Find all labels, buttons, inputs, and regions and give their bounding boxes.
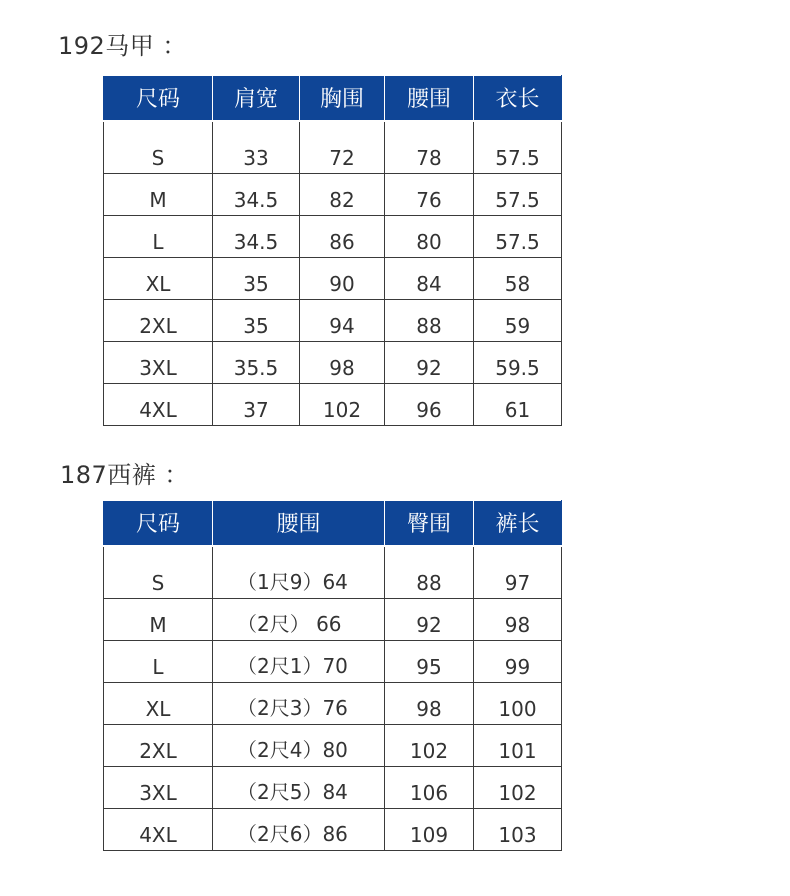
waist-cell: （2尺5）84 — [213, 767, 385, 809]
table-row — [104, 725, 562, 767]
table-header-row — [104, 76, 562, 121]
size-cell: XL — [104, 258, 213, 300]
hip-cell: 98 — [385, 683, 474, 725]
hip-cell: 88 — [385, 546, 474, 599]
hip-cell: 95 — [385, 641, 474, 683]
waist-cell: 88 — [385, 300, 474, 342]
size-cell: 4XL — [104, 809, 213, 851]
size-cell: XL — [104, 683, 213, 725]
length-cell: 103 — [474, 809, 562, 851]
length-cell: 100 — [474, 683, 562, 725]
waist-cell: （2尺） 66 — [213, 599, 385, 641]
table-row — [104, 300, 562, 342]
shoulder-cell: 34.5 — [213, 174, 300, 216]
trousers-size-table — [103, 500, 562, 851]
waist-cell: 84 — [385, 258, 474, 300]
table-row — [104, 342, 562, 384]
header-cell: 尺码 — [104, 76, 213, 121]
size-cell: 3XL — [104, 342, 213, 384]
waist-cell: （2尺1）70 — [213, 641, 385, 683]
waist-cell: （2尺3）76 — [213, 683, 385, 725]
waist-cell: 92 — [385, 342, 474, 384]
waist-cell: （2尺4）80 — [213, 725, 385, 767]
size-cell: 2XL — [104, 300, 213, 342]
waist-cell: （1尺9）64 — [213, 546, 385, 599]
size-cell: 4XL — [104, 384, 213, 426]
shoulder-cell: 34.5 — [213, 216, 300, 258]
size-cell: L — [104, 641, 213, 683]
hip-cell: 109 — [385, 809, 474, 851]
table-row — [104, 809, 562, 851]
trousers-section-title: 187西裤 ： — [60, 461, 189, 489]
length-cell: 57.5 — [474, 216, 562, 258]
length-cell: 101 — [474, 725, 562, 767]
size-cell: 2XL — [104, 725, 213, 767]
size-cell: S — [104, 546, 213, 599]
hip-cell: 92 — [385, 599, 474, 641]
waist-cell: （2尺6）86 — [213, 809, 385, 851]
header-cell: 腰围 — [213, 501, 385, 546]
hip-cell: 106 — [385, 767, 474, 809]
table-row — [104, 216, 562, 258]
waist-cell: 76 — [385, 174, 474, 216]
header-cell: 尺码 — [104, 501, 213, 546]
table-row — [104, 384, 562, 426]
chest-cell: 72 — [300, 121, 385, 174]
length-cell: 58 — [474, 258, 562, 300]
length-cell: 59 — [474, 300, 562, 342]
table-row — [104, 174, 562, 216]
size-cell: S — [104, 121, 213, 174]
table-header-row — [104, 501, 562, 546]
shoulder-cell: 35 — [213, 258, 300, 300]
length-cell: 98 — [474, 599, 562, 641]
size-cell: M — [104, 599, 213, 641]
table-row — [104, 767, 562, 809]
waist-cell: 80 — [385, 216, 474, 258]
table-row — [104, 121, 562, 174]
header-cell: 裤长 — [474, 501, 562, 546]
length-cell: 97 — [474, 546, 562, 599]
size-cell: M — [104, 174, 213, 216]
header-cell: 腰围 — [385, 76, 474, 121]
length-cell: 102 — [474, 767, 562, 809]
table-row — [104, 641, 562, 683]
header-cell: 肩宽 — [213, 76, 300, 121]
length-cell: 61 — [474, 384, 562, 426]
chest-cell: 82 — [300, 174, 385, 216]
length-cell: 57.5 — [474, 174, 562, 216]
table-row — [104, 546, 562, 599]
table-row — [104, 599, 562, 641]
chest-cell: 90 — [300, 258, 385, 300]
header-cell: 臀围 — [385, 501, 474, 546]
vest-section-title: 192马甲 ： — [58, 32, 187, 60]
size-cell: 3XL — [104, 767, 213, 809]
length-cell: 99 — [474, 641, 562, 683]
length-cell: 57.5 — [474, 121, 562, 174]
header-cell: 胸围 — [300, 76, 385, 121]
shoulder-cell: 33 — [213, 121, 300, 174]
size-cell: L — [104, 216, 213, 258]
table-row — [104, 683, 562, 725]
chest-cell: 94 — [300, 300, 385, 342]
table-row — [104, 258, 562, 300]
hip-cell: 102 — [385, 725, 474, 767]
waist-cell: 96 — [385, 384, 474, 426]
chest-cell: 86 — [300, 216, 385, 258]
chest-cell: 102 — [300, 384, 385, 426]
shoulder-cell: 35 — [213, 300, 300, 342]
vest-size-table — [103, 75, 562, 426]
waist-cell: 78 — [385, 121, 474, 174]
shoulder-cell: 37 — [213, 384, 300, 426]
header-cell: 衣长 — [474, 76, 562, 121]
chest-cell: 98 — [300, 342, 385, 384]
shoulder-cell: 35.5 — [213, 342, 300, 384]
length-cell: 59.5 — [474, 342, 562, 384]
